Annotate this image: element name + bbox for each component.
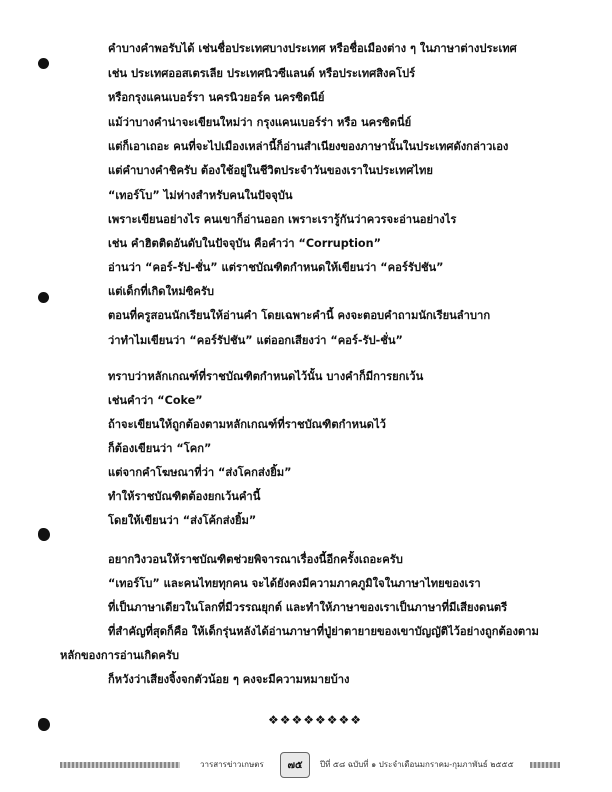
body-line: “เทอร์โบ” ไม่ห่างสำหรับคนในปัจจุบัน: [108, 189, 293, 202]
body-line: ทราบว่าหลักเกณฑ์ที่ราชบัณฑิตกำหนดไว้นั้น บางคำก็มีการยกเว้น: [108, 370, 424, 383]
body-line: ก็ต้องเขียนว่า “โคก”: [108, 442, 212, 455]
body-line: เช่น คำฮิตติดอันดับในปัจจุบัน คือคำว่า “Corruption”: [108, 237, 381, 250]
body-line: ทำให้ราชบัณฑิตต้องยกเว้นคำนี้: [108, 490, 261, 503]
body-line: คำบางคำพอรับได้ เช่นชื่อประเทศบางประเทศ หรือชื่อเมืองต่าง ๆ ในภาษาต่างประเทศ: [108, 42, 517, 55]
body-line: หลักของการอ่านเกิดครับ: [60, 649, 180, 662]
body-line: ว่าทำไมเขียนว่า “คอร์รัปชัน” แต่ออกเสียงว่า “คอร์-รัป-ชั่น”: [108, 334, 403, 347]
body-line: เช่น ประเทศออสเตรเลีย ประเทศนิวซีแลนด์ หรือประเทศสิงคโปร์: [108, 67, 416, 80]
body-line: ตอนที่ครูสอนนักเรียนให้อ่านคำ โดยเฉพาะคำนี้ คงจะตอบคำถามนักเรียนลำบาก: [108, 309, 491, 322]
body-line: แต่เด็กที่เกิดใหม่ซิครับ: [108, 285, 214, 298]
body-line: อยากวิงวอนให้ราชบัณฑิตช่วยพิจารณาเรื่องนี้อีกครั้งเถอะครับ: [108, 553, 403, 566]
body-line: โดยให้เขียนว่า “ส่งโค้กส่งยิ้ม”: [108, 514, 257, 527]
body-line: แม้ว่าบางคำน่าจะเขียนใหม่ว่า กรุงแคนเบอร์ร่า หรือ นครซิดนี่ย์: [108, 116, 412, 129]
footer-issue-info: ปีที่ ๕๘ ฉบับที่ ๑ ประจำเดือนมกราคม-กุมภาพันธ์ ๒๕๕๕: [320, 760, 514, 769]
body-line: หรือกรุงแคนเบอร์รา นครนิวยอร์ค นครซิดนีย์: [108, 91, 325, 104]
ink-blot-mark: [38, 718, 50, 731]
body-line: อ่านว่า “คอร์-รัป-ชั่น” แต่ราชบัณฑิตกำหนดให้เขียนว่า “คอร์รัปชัน”: [108, 261, 444, 274]
body-line: ที่สำคัญที่สุดก็คือ ให้เด็กรุ่นหลังได้อ่านภาษาที่ปู่ย่าตายายของเขาบัญญัติไว้อย่างถูกต้องตาม: [108, 625, 539, 638]
ink-blot-mark: [38, 528, 50, 541]
body-line: แต่จากคำโฆษณาที่ว่า “ส่งโคกส่งยิ้ม”: [108, 466, 292, 479]
page-footer: [60, 752, 560, 776]
footer-rule-right: [530, 762, 560, 768]
body-line: เช่นคำว่า “Coke”: [108, 394, 203, 407]
page-number: ๗๕: [280, 752, 310, 778]
body-line: ที่เป็นภาษาเดียวในโลกที่มีวรรณยุกต์ และทำให้ภาษาของเราเป็นภาษาที่มีเสียงดนตรี: [108, 601, 508, 614]
body-line: เพราะเขียนอย่างไร คนเขาก็อ่านออก เพราะเรารู้กันว่าควรจะอ่านอย่างไร: [108, 213, 457, 226]
binding-hole-mark: [38, 292, 49, 303]
section-end-ornament: ❖❖❖❖❖❖❖❖: [268, 713, 363, 727]
body-line: ถ้าจะเขียนให้ถูกต้องตามหลักเกณฑ์ที่ราชบัณฑิตกำหนดไว้: [108, 418, 386, 431]
binding-hole-mark: [38, 58, 49, 69]
body-line: แต่ก็เอาเถอะ คนที่จะไปเมืองเหล่านี้ก็อ่านสำเนียงของภาษานั้นในประเทศดังกล่าวเอง: [108, 140, 509, 153]
body-line: แต่คำบางคำชิครับ ต้องใช้อยู่ในชีวิตประจำวันของเราในประเทศไทย: [108, 164, 433, 177]
body-line: ก็หวังว่าเสียงจิ้งจกตัวน้อย ๆ คงจะมีความหมายบ้าง: [108, 673, 350, 686]
footer-rule-left: [60, 762, 180, 768]
footer-journal-title: วารสารข่าวเกษตร: [200, 760, 264, 769]
body-line: “เทอร์โบ” และคนไทยทุกคน จะได้ยังคงมีความภาคภูมิใจในภาษาไทยของเรา: [108, 577, 481, 590]
